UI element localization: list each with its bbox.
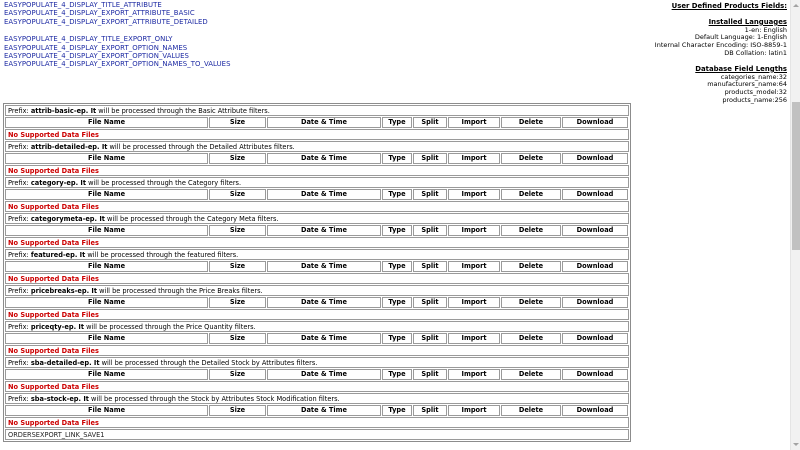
- column-header-import: Import: [448, 297, 500, 308]
- orders-export-link-save[interactable]: ORDERSEXPORT_LINK_SAVE1: [5, 429, 629, 440]
- prefix-value: priceqty-ep: [30, 323, 74, 331]
- column-header-type: Type: [382, 189, 412, 200]
- prefix-label: Prefix:: [8, 179, 31, 187]
- export-attribute-detailed-link[interactable]: EASYPOPULATE_4_DISPLAY_EXPORT_ATTRIBUTE_DETAILED: [4, 17, 208, 26]
- column-header-type: Type: [382, 117, 412, 128]
- column-header-import: Import: [448, 117, 500, 128]
- prefix-it: . It: [74, 251, 86, 259]
- file-section-attrib-basic-ep: [4, 105, 630, 140]
- db-collation-line: DB Collation: latin1: [724, 48, 787, 57]
- prefix-name: [31, 107, 96, 115]
- prefix-value: sba-detailed-ep: [30, 359, 90, 367]
- column-header-type: Type: [382, 153, 412, 164]
- column-header-size: Size: [209, 405, 266, 416]
- column-header-split: Split: [413, 297, 447, 308]
- column-header-import: Import: [448, 225, 500, 236]
- scrollbar-thumb[interactable]: [792, 102, 800, 250]
- no-supported-files-message: No Supported Data Files: [5, 309, 629, 320]
- column-header-size: Size: [209, 369, 266, 380]
- file-section-priceqty-ep: [4, 321, 630, 356]
- prefix-row: [5, 285, 629, 296]
- char-encoding-line: Internal Character Encoding: ISO-8859-1: [654, 41, 787, 50]
- column-header-size: Size: [209, 153, 266, 164]
- prefix-it: . It: [86, 287, 98, 295]
- field-lengths-header: Database Field Lengths: [695, 64, 787, 73]
- column-header-name: File Name: [5, 189, 208, 200]
- prefix-name: [31, 215, 105, 223]
- column-header-download: Download: [562, 153, 628, 164]
- column-header-size: Size: [209, 225, 266, 236]
- prefix-label: Prefix:: [8, 215, 31, 223]
- file-section-categorymeta-ep: [4, 213, 630, 248]
- column-header-delete: Delete: [501, 405, 561, 416]
- column-header-row: [5, 153, 629, 164]
- prefix-description: will be processed through the Detailed Attributes filters.: [107, 143, 295, 151]
- column-header-split: Split: [413, 405, 447, 416]
- column-header-date: Date & Time: [267, 153, 381, 164]
- column-header-delete: Delete: [501, 225, 561, 236]
- no-supported-files-message: No Supported Data Files: [5, 345, 629, 356]
- no-supported-files-message: No Supported Data Files: [5, 129, 629, 140]
- prefix-name: [31, 395, 89, 403]
- column-header-row: [5, 225, 629, 236]
- column-header-delete: Delete: [501, 153, 561, 164]
- language-line: 1-en: English: [744, 25, 787, 34]
- prefix-value: attrib-basic-ep: [30, 107, 86, 115]
- installed-languages-header: Installed Languages: [708, 17, 787, 26]
- prefix-row: [5, 213, 629, 224]
- column-header-date: Date & Time: [267, 405, 381, 416]
- prefix-name: [31, 359, 100, 367]
- column-header-name: File Name: [5, 297, 208, 308]
- column-header-date: Date & Time: [267, 369, 381, 380]
- column-header-name: File Name: [5, 225, 208, 236]
- prefix-description: will be processed through the Price Quantity filters.: [83, 323, 256, 331]
- prefix-name: [31, 287, 97, 295]
- column-header-size: Size: [209, 117, 266, 128]
- prefix-name: [31, 251, 85, 259]
- column-header-type: Type: [382, 297, 412, 308]
- no-supported-files-message: No Supported Data Files: [5, 417, 629, 428]
- column-header-row: [5, 189, 629, 200]
- column-header-size: Size: [209, 261, 266, 272]
- prefix-row: [5, 393, 629, 404]
- export-title-attribute-link[interactable]: EASYPOPULATE_4_DISPLAY_TITLE_ATTRIBUTE: [4, 1, 162, 9]
- prefix-description: will be processed through the Category Meta filters.: [104, 215, 279, 223]
- export-title-export-only-link[interactable]: EASYPOPULATE_4_DISPLAY_TITLE_EXPORT_ONLY: [4, 35, 173, 44]
- scroll-down-arrow-icon[interactable]: [791, 439, 800, 450]
- column-header-delete: Delete: [501, 369, 561, 380]
- export-option-values-link[interactable]: EASYPOPULATE_4_DISPLAY_EXPORT_OPTION_VALUES: [4, 52, 189, 61]
- column-header-delete: Delete: [501, 333, 561, 344]
- default-language-line: Default Language: 1-English: [694, 33, 787, 42]
- prefix-row: [5, 321, 629, 332]
- no-supported-files-message: No Supported Data Files: [5, 201, 629, 212]
- column-header-size: Size: [209, 333, 266, 344]
- column-header-split: Split: [413, 189, 447, 200]
- column-header-split: Split: [413, 117, 447, 128]
- column-header-date: Date & Time: [267, 261, 381, 272]
- column-header-name: File Name: [5, 261, 208, 272]
- column-header-split: Split: [413, 333, 447, 344]
- column-header-split: Split: [413, 225, 447, 236]
- prefix-description: will be processed through the Category filters.: [85, 179, 242, 187]
- prefix-it: . It: [78, 395, 89, 403]
- column-header-date: Date & Time: [267, 189, 381, 200]
- prefix-label: Prefix:: [8, 395, 31, 403]
- column-header-import: Import: [448, 261, 500, 272]
- prefix-it: . It: [94, 215, 105, 223]
- column-header-name: File Name: [5, 369, 208, 380]
- prefix-name: [31, 143, 108, 151]
- column-header-size: Size: [209, 189, 266, 200]
- prefix-value: category-ep: [30, 179, 76, 187]
- import-files-table: [3, 103, 631, 442]
- prefix-description: will be processed through the Stock by Attributes Stock Modification filters.: [88, 395, 340, 403]
- export-option-names-link[interactable]: EASYPOPULATE_4_DISPLAY_EXPORT_OPTION_NAMES: [4, 43, 188, 52]
- prefix-row: [5, 249, 629, 260]
- column-header-row: [5, 297, 629, 308]
- column-header-delete: Delete: [501, 297, 561, 308]
- prefix-value: featured-ep: [30, 251, 75, 259]
- prefix-row: [5, 105, 629, 116]
- vertical-scrollbar[interactable]: [790, 0, 800, 450]
- prefix-it: . It: [85, 107, 97, 115]
- file-section-pricebreaks-ep: [4, 285, 630, 320]
- column-header-name: File Name: [5, 117, 208, 128]
- prefix-it: . It: [73, 323, 84, 331]
- column-header-download: Download: [562, 369, 628, 380]
- prefix-description: will be processed through the Detailed Stock by Attributes filters.: [99, 359, 318, 367]
- column-header-type: Type: [382, 333, 412, 344]
- prefix-row: [5, 141, 629, 152]
- column-header-download: Download: [562, 297, 628, 308]
- field-length-line: products_name:256: [722, 95, 787, 104]
- prefix-it: . It: [75, 179, 86, 187]
- prefix-label: Prefix:: [8, 107, 31, 115]
- prefix-value: attrib-detailed-ep: [30, 143, 98, 151]
- column-header-size: Size: [209, 297, 266, 308]
- prefix-label: Prefix:: [8, 287, 31, 295]
- column-header-download: Download: [562, 333, 628, 344]
- column-header-type: Type: [382, 369, 412, 380]
- column-header-import: Import: [448, 153, 500, 164]
- prefix-name: [31, 179, 86, 187]
- column-header-row: [5, 369, 629, 380]
- prefix-it: . It: [97, 143, 108, 151]
- scroll-up-arrow-icon[interactable]: [791, 0, 800, 11]
- no-supported-files-message: No Supported Data Files: [5, 165, 629, 176]
- prefix-value: categorymeta-ep: [30, 215, 95, 223]
- prefix-value: pricebreaks-ep: [30, 287, 87, 295]
- file-section-sba-stock-ep: [4, 393, 630, 428]
- column-header-download: Download: [562, 189, 628, 200]
- file-section-featured-ep: [4, 249, 630, 284]
- column-header-delete: Delete: [501, 189, 561, 200]
- column-header-import: Import: [448, 405, 500, 416]
- column-header-split: Split: [413, 261, 447, 272]
- no-supported-files-message: No Supported Data Files: [5, 381, 629, 392]
- prefix-description: will be processed through the Basic Attribute filters.: [96, 107, 270, 115]
- column-header-date: Date & Time: [267, 117, 381, 128]
- column-header-split: Split: [413, 153, 447, 164]
- prefix-label: Prefix:: [8, 251, 31, 259]
- prefix-name: [31, 323, 84, 331]
- column-header-type: Type: [382, 225, 412, 236]
- column-header-delete: Delete: [501, 117, 561, 128]
- column-header-download: Download: [562, 261, 628, 272]
- prefix-value: sba-stock-ep: [30, 395, 79, 403]
- column-header-import: Import: [448, 333, 500, 344]
- file-section-sba-detailed-ep: [4, 357, 630, 392]
- column-header-row: [5, 405, 629, 416]
- column-header-date: Date & Time: [267, 297, 381, 308]
- column-header-row: [5, 261, 629, 272]
- export-attribute-basic-link[interactable]: EASYPOPULATE_4_DISPLAY_EXPORT_ATTRIBUTE_BASIC: [4, 9, 195, 18]
- column-header-import: Import: [448, 189, 500, 200]
- column-header-date: Date & Time: [267, 225, 381, 236]
- column-header-name: File Name: [5, 333, 208, 344]
- column-header-name: File Name: [5, 405, 208, 416]
- prefix-description: will be processed through the featured filters.: [85, 251, 239, 259]
- column-header-date: Date & Time: [267, 333, 381, 344]
- file-section-attrib-detailed-ep: [4, 141, 630, 176]
- column-header-download: Download: [562, 405, 628, 416]
- column-header-row: [5, 333, 629, 344]
- column-header-delete: Delete: [501, 261, 561, 272]
- prefix-label: Prefix:: [8, 143, 31, 151]
- field-length-line: categories_name:32: [720, 72, 787, 81]
- column-header-name: File Name: [5, 153, 208, 164]
- column-header-type: Type: [382, 405, 412, 416]
- column-header-split: Split: [413, 369, 447, 380]
- prefix-row: [5, 177, 629, 188]
- prefix-row: [5, 357, 629, 368]
- export-option-names-to-values-link[interactable]: EASYPOPULATE_4_DISPLAY_EXPORT_OPTION_NAMES_TO_VALUES: [4, 60, 231, 69]
- prefix-label: Prefix:: [8, 323, 31, 331]
- file-section-category-ep: [4, 177, 630, 212]
- field-length-line: products_model:32: [724, 88, 787, 97]
- user-defined-fields-header: User Defined Products Fields:: [671, 2, 787, 10]
- no-supported-files-message: No Supported Data Files: [5, 273, 629, 284]
- prefix-description: will be processed through the Price Breaks filters.: [97, 287, 263, 295]
- prefix-label: Prefix:: [8, 359, 31, 367]
- export-links: [4, 1, 231, 69]
- column-header-row: [5, 117, 629, 128]
- column-header-download: Download: [562, 117, 628, 128]
- prefix-it: . It: [89, 359, 100, 367]
- column-header-import: Import: [448, 369, 500, 380]
- column-header-download: Download: [562, 225, 628, 236]
- system-info-panel: [655, 3, 787, 105]
- field-length-line: manufacturers_name:64: [707, 80, 787, 89]
- column-header-type: Type: [382, 261, 412, 272]
- no-supported-files-message: No Supported Data Files: [5, 237, 629, 248]
